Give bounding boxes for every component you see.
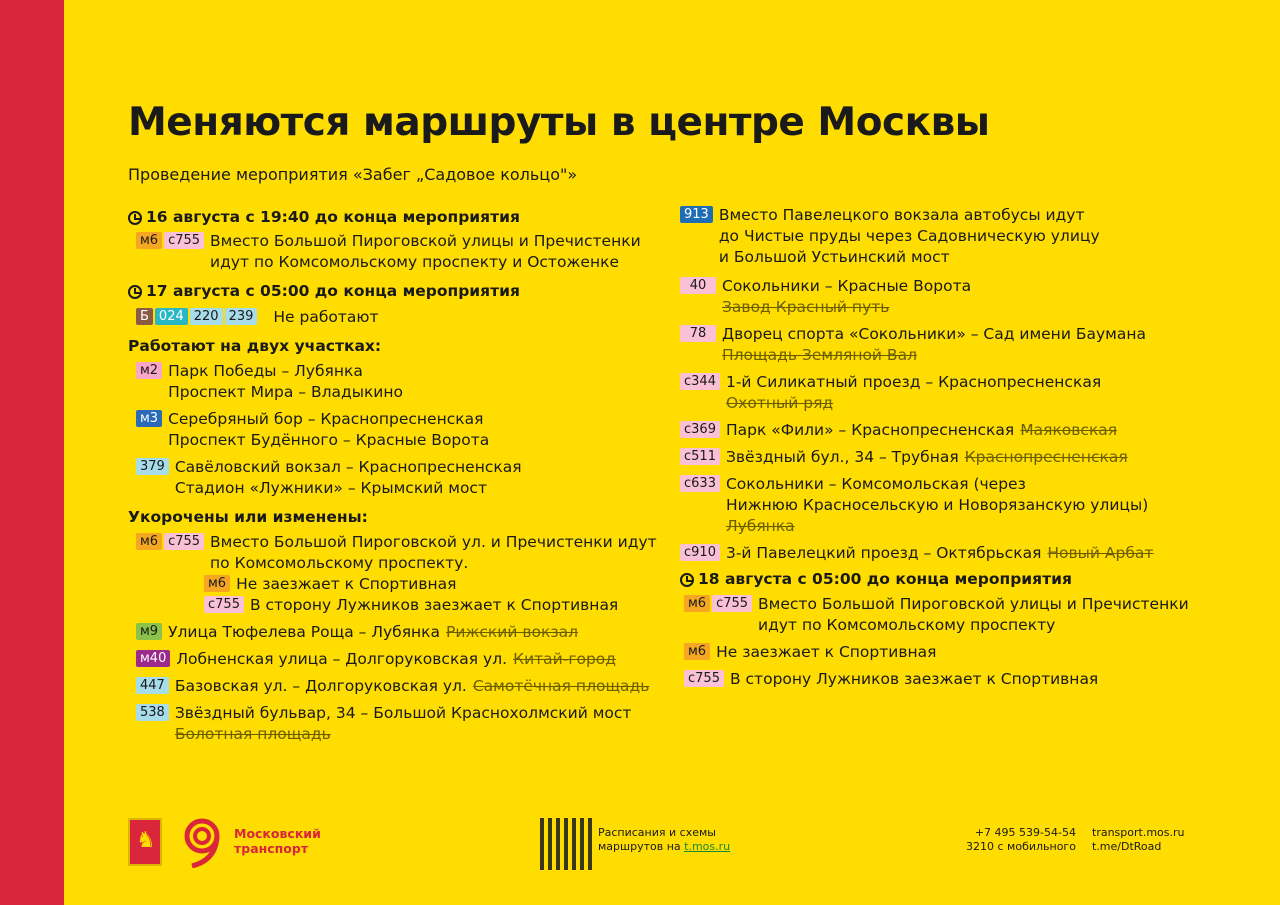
route-text: идут по Комсомольскому проспекту и Остоженке: [210, 253, 619, 271]
section-heading: Укорочены или изменены:: [128, 508, 368, 526]
route-text: Парк «Фили» – Краснопресненская: [725, 421, 1015, 439]
section-aug17: [128, 281, 668, 302]
brand-name: [234, 826, 321, 856]
route-row: [680, 474, 1240, 537]
route-text: Базовская ул. – Долгоруковская ул.: [174, 677, 467, 695]
route-badge: с511: [680, 448, 720, 465]
schedule-link[interactable]: t.mos.ru: [684, 840, 731, 853]
route-row: [128, 595, 668, 616]
route-badge: м6: [684, 643, 710, 660]
moscow-coat-of-arms-icon: [128, 818, 162, 866]
contacts: [966, 826, 1076, 854]
route-row: [680, 205, 1240, 268]
route-row: [128, 231, 668, 273]
cancelled-stop: Рижский вокзал: [446, 623, 579, 641]
route-text: Улица Тюфелева Роща – Лубянка: [168, 623, 441, 641]
route-row: [680, 324, 1240, 366]
route-badge: 239: [225, 308, 258, 325]
route-row: [680, 447, 1240, 468]
section-heading: Работают на двух участках:: [128, 337, 382, 355]
route-text: Вместо Большой Пироговской ул. и Пречистенки идут: [210, 533, 657, 551]
qr-caption-line: маршрутов на: [598, 840, 681, 853]
route-row: [128, 457, 668, 499]
route-badge: м6: [204, 575, 230, 592]
route-badge: 913: [680, 206, 713, 223]
route-badge: Б: [136, 308, 153, 325]
route-row: [680, 669, 1240, 690]
route-badge: с755: [164, 232, 204, 249]
route-row: [128, 703, 668, 745]
route-badge: 220: [190, 308, 223, 325]
route-text: по Комсомольскому проспекту.: [210, 554, 469, 572]
site-link[interactable]: transport.mos.ru: [1092, 826, 1185, 839]
page-title: Меняются маршруты в центре Москвы: [128, 100, 990, 145]
route-badge: м6: [684, 595, 710, 612]
route-text: Сокольники – Комсомольская (через: [725, 475, 1026, 493]
route-row: [680, 594, 1240, 636]
route-badge: с755: [164, 533, 204, 550]
moscow-transport-logo-icon: [178, 816, 226, 868]
route-text: Сокольники – Красные Ворота: [722, 277, 972, 295]
route-text: Не работают: [273, 308, 379, 326]
route-text: и Большой Устьинский мост: [718, 248, 950, 266]
route-badge: м2: [136, 362, 162, 379]
right-column: [680, 205, 1240, 690]
route-row: [128, 574, 668, 595]
cancelled-stop: Охотный ряд: [725, 394, 834, 412]
route-text: Вместо Большой Пироговской улицы и Пречистенки: [758, 595, 1189, 613]
route-text: Проспект Будённого – Красные Ворота: [168, 431, 490, 449]
route-badge: м40: [136, 650, 170, 667]
route-badge: с369: [680, 421, 720, 438]
route-text: Савёловский вокзал – Краснопресненская: [174, 458, 522, 476]
route-text: Вместо Павелецкого вокзала автобусы идут: [718, 206, 1085, 224]
page-subtitle: Проведение мероприятия «Забег „Садовое кольцо"»: [128, 165, 578, 184]
mobile-number: 3210 с мобильного: [966, 840, 1076, 853]
route-text: Парк Победы – Лубянка: [168, 362, 363, 380]
route-badge: с755: [204, 596, 244, 613]
left-red-stripe: [0, 0, 64, 905]
cancelled-stop: Лубянка: [725, 517, 795, 535]
route-row: [680, 642, 1240, 663]
qr-caption-line: Расписания и схемы: [598, 826, 716, 839]
route-text: Дворец спорта «Сокольники» – Сад имени Баумана: [722, 325, 1146, 343]
qr-code-icon[interactable]: [540, 818, 592, 870]
route-row: [128, 532, 668, 574]
route-badge: 024: [155, 308, 188, 325]
route-text: Серебряный бор – Краснопресненская: [168, 410, 484, 428]
clock-icon: [128, 211, 142, 225]
route-badge: м6: [136, 533, 162, 550]
brand-line: транспорт: [234, 841, 309, 856]
cancelled-stop: Краснопресненская: [964, 448, 1128, 466]
route-text: Не заезжает к Спортивная: [236, 575, 457, 593]
section-heading: 17 августа с 05:00 до конца мероприятия: [146, 282, 520, 300]
route-badge: м9: [136, 623, 162, 640]
qr-caption: [598, 826, 730, 854]
route-badge: с755: [684, 670, 724, 687]
route-row: [128, 409, 668, 451]
route-badge: м6: [136, 232, 162, 249]
route-text: 1-й Силикатный проезд – Краснопресненская: [725, 373, 1102, 391]
route-text: Стадион «Лужники» – Крымский мост: [174, 479, 487, 497]
route-badge: с344: [680, 373, 720, 390]
route-text: Не заезжает к Спортивная: [716, 643, 937, 661]
section-heading: 16 августа с 19:40 до конца мероприятия: [146, 208, 520, 226]
cancelled-stop: Новый Арбат: [1047, 544, 1154, 562]
route-text: В сторону Лужников заезжает к Спортивная: [729, 670, 1099, 688]
route-text: Лобненская улица – Долгоруковская ул.: [176, 650, 508, 668]
route-row: [680, 420, 1240, 441]
route-text: 3-й Павелецкий проезд – Октябрьская: [725, 544, 1042, 562]
route-badge: 40: [680, 277, 716, 294]
phone-number[interactable]: +7 495 539-54-54: [974, 826, 1076, 839]
route-text: В сторону Лужников заезжает к Спортивная: [249, 596, 619, 614]
section-aug16: [128, 207, 668, 228]
cancelled-stop: Китай-город: [513, 650, 616, 668]
route-text: Звёздный бульвар, 34 – Большой Краснохолмский мост: [174, 704, 632, 722]
route-badge: с755: [712, 595, 752, 612]
telegram-link[interactable]: t.me/DtRoad: [1092, 840, 1162, 853]
route-row: [680, 543, 1240, 564]
route-row: [128, 622, 668, 643]
route-badge: 379: [136, 458, 169, 475]
links: [1092, 826, 1185, 854]
route-row: [128, 676, 668, 697]
route-row: [680, 276, 1240, 318]
route-text: Нижнюю Красносельскую и Новорязанскую улицы): [725, 496, 1149, 514]
route-badge: с910: [680, 544, 720, 561]
route-badge: м3: [136, 410, 162, 427]
cancelled-stop: Болотная площадь: [174, 725, 331, 743]
left-column: [128, 207, 668, 745]
route-row: [128, 361, 668, 403]
route-text: Проспект Мира – Владыкино: [168, 383, 403, 401]
route-text: Вместо Большой Пироговской улицы и Пречистенки: [210, 232, 641, 250]
route-text: Звёздный бул., 34 – Трубная: [725, 448, 959, 466]
route-row: [680, 372, 1240, 414]
cancelled-stop: Самотёчная площадь: [472, 677, 650, 695]
section-aug18: [680, 569, 1240, 590]
cancelled-stop: Площадь Земляной Вал: [722, 346, 917, 364]
section-heading: 18 августа с 05:00 до конца мероприятия: [698, 570, 1072, 588]
clock-icon: [680, 573, 694, 587]
brand-line: Московский: [234, 826, 321, 841]
route-badge: 447: [136, 677, 169, 694]
route-text: до Чистые пруды через Садовническую улицу: [718, 227, 1100, 245]
cancelled-stop: Маяковская: [1020, 421, 1118, 439]
route-row: [128, 649, 668, 670]
route-badge: с633: [680, 475, 720, 492]
cancelled-stop: Завод Красный путь: [722, 298, 890, 316]
route-text: идут по Комсомольскому проспекту: [758, 616, 1056, 634]
route-row: [128, 307, 668, 328]
route-badge: 538: [136, 704, 169, 721]
route-badge: 78: [680, 325, 716, 342]
clock-icon: [128, 285, 142, 299]
